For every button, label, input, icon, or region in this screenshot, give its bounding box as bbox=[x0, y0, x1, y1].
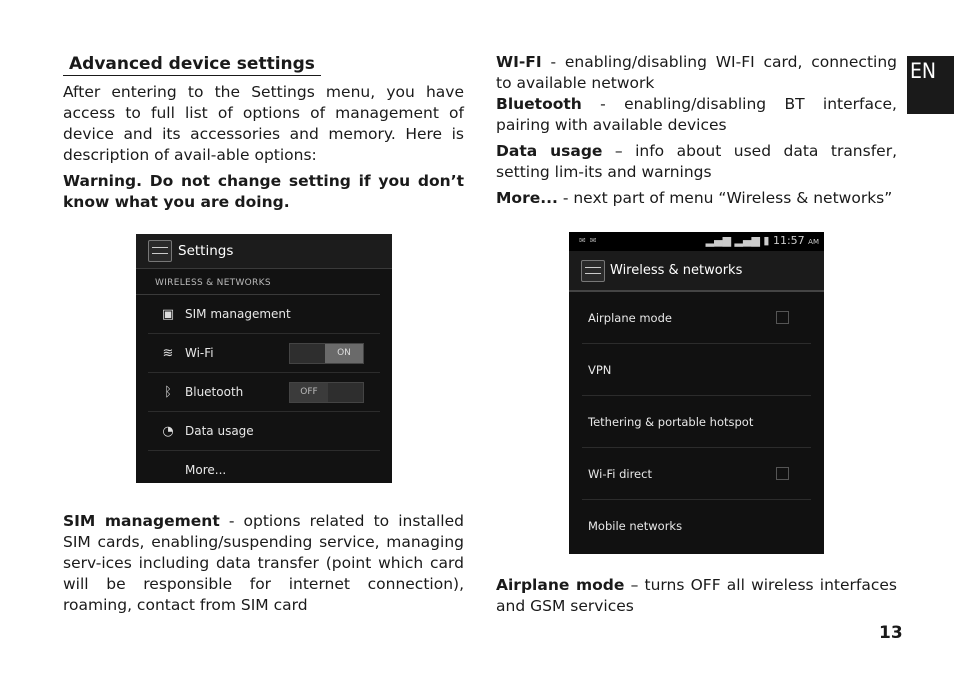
data-usage-paragraph: Data usage – info about used data transfer, setting lim-its and warnings bbox=[496, 142, 898, 181]
settings-app-icon bbox=[581, 260, 605, 282]
left-column bbox=[63, 54, 464, 213]
wireless-action-bar bbox=[569, 251, 824, 292]
wifi-icon: ≋ bbox=[162, 345, 174, 361]
language-tab: EN bbox=[907, 56, 954, 114]
airplane-checkbox bbox=[776, 311, 789, 324]
settings-screenshot bbox=[136, 234, 392, 483]
sim-term: SIM management bbox=[63, 512, 220, 530]
wifi-row bbox=[148, 334, 380, 373]
more-paragraph: More... - next part of menu “Wireless & networks” bbox=[496, 189, 893, 207]
settings-action-bar bbox=[136, 234, 392, 269]
wireless-title: Wireless & networks bbox=[610, 263, 743, 278]
section-heading: Advanced device settings bbox=[63, 54, 321, 76]
vpn-row: VPN bbox=[582, 344, 811, 396]
settings-app-icon bbox=[148, 240, 172, 262]
intro-paragraph: After entering to the Settings menu, you have access to full list of options of management of device and its accessories and memory. Here is description of avail-able options: bbox=[63, 83, 464, 164]
page-number: 13 bbox=[879, 623, 903, 643]
bluetooth-paragraph: Bluetooth - enabling/disabling BT interface, pairing with available devices bbox=[496, 95, 897, 134]
wifi-toggle: ON bbox=[289, 343, 364, 364]
notification-icons: ✉✉ bbox=[579, 236, 601, 245]
sim-paragraph: SIM management - options related to installed SIM cards, enabling/suspending service, managing serv-ices including data transfer (point which card will be responsible for internet connection), roaming, contact from SIM card bbox=[63, 512, 464, 614]
bluetooth-toggle: OFF bbox=[289, 382, 364, 403]
sim-management-label: SIM management bbox=[185, 307, 291, 321]
tethering-row: Tethering & portable hotspot bbox=[582, 396, 811, 448]
wifi-direct-checkbox bbox=[776, 467, 789, 480]
wireless-section-header: WIRELESS & NETWORKS bbox=[136, 269, 380, 295]
settings-title: Settings bbox=[178, 243, 234, 259]
data-usage-row bbox=[148, 412, 380, 451]
more-row bbox=[148, 451, 380, 483]
data-usage-label: Data usage bbox=[185, 424, 254, 438]
mobile-networks-row: Mobile networks bbox=[588, 518, 683, 533]
status-bar bbox=[569, 232, 824, 251]
status-right: ▂▄▆ ▂▄▆ ▮ 11:57 AM bbox=[705, 234, 819, 247]
bluetooth-icon: ᛒ bbox=[164, 384, 172, 400]
wifi-direct-row: Wi-Fi direct bbox=[582, 448, 811, 500]
clock: 11:57 bbox=[772, 234, 805, 247]
warning-paragraph: Warning. Do not change setting if you don’t know what you are doing. bbox=[63, 172, 464, 211]
data-usage-icon: ◔ bbox=[162, 423, 174, 439]
wifi-paragraph: WI-FI - enabling/disabling WI-FI card, connecting to available network bbox=[496, 53, 897, 92]
wireless-networks-screenshot bbox=[569, 232, 824, 554]
signal-icon: ▂▄▆ ▂▄▆ ▮ bbox=[705, 234, 773, 247]
bluetooth-label: Bluetooth bbox=[185, 385, 244, 399]
wifi-label: Wi-Fi bbox=[185, 346, 214, 360]
right-column bbox=[496, 52, 897, 209]
sim-management-row bbox=[148, 295, 380, 334]
airplane-mode-row: Airplane mode bbox=[582, 292, 811, 344]
bluetooth-row bbox=[148, 373, 380, 412]
more-label: More... bbox=[185, 463, 227, 477]
airplane-paragraph: Airplane mode – turns OFF all wireless interfaces and GSM services bbox=[496, 576, 897, 615]
sim-icon: ▣ bbox=[161, 306, 175, 322]
